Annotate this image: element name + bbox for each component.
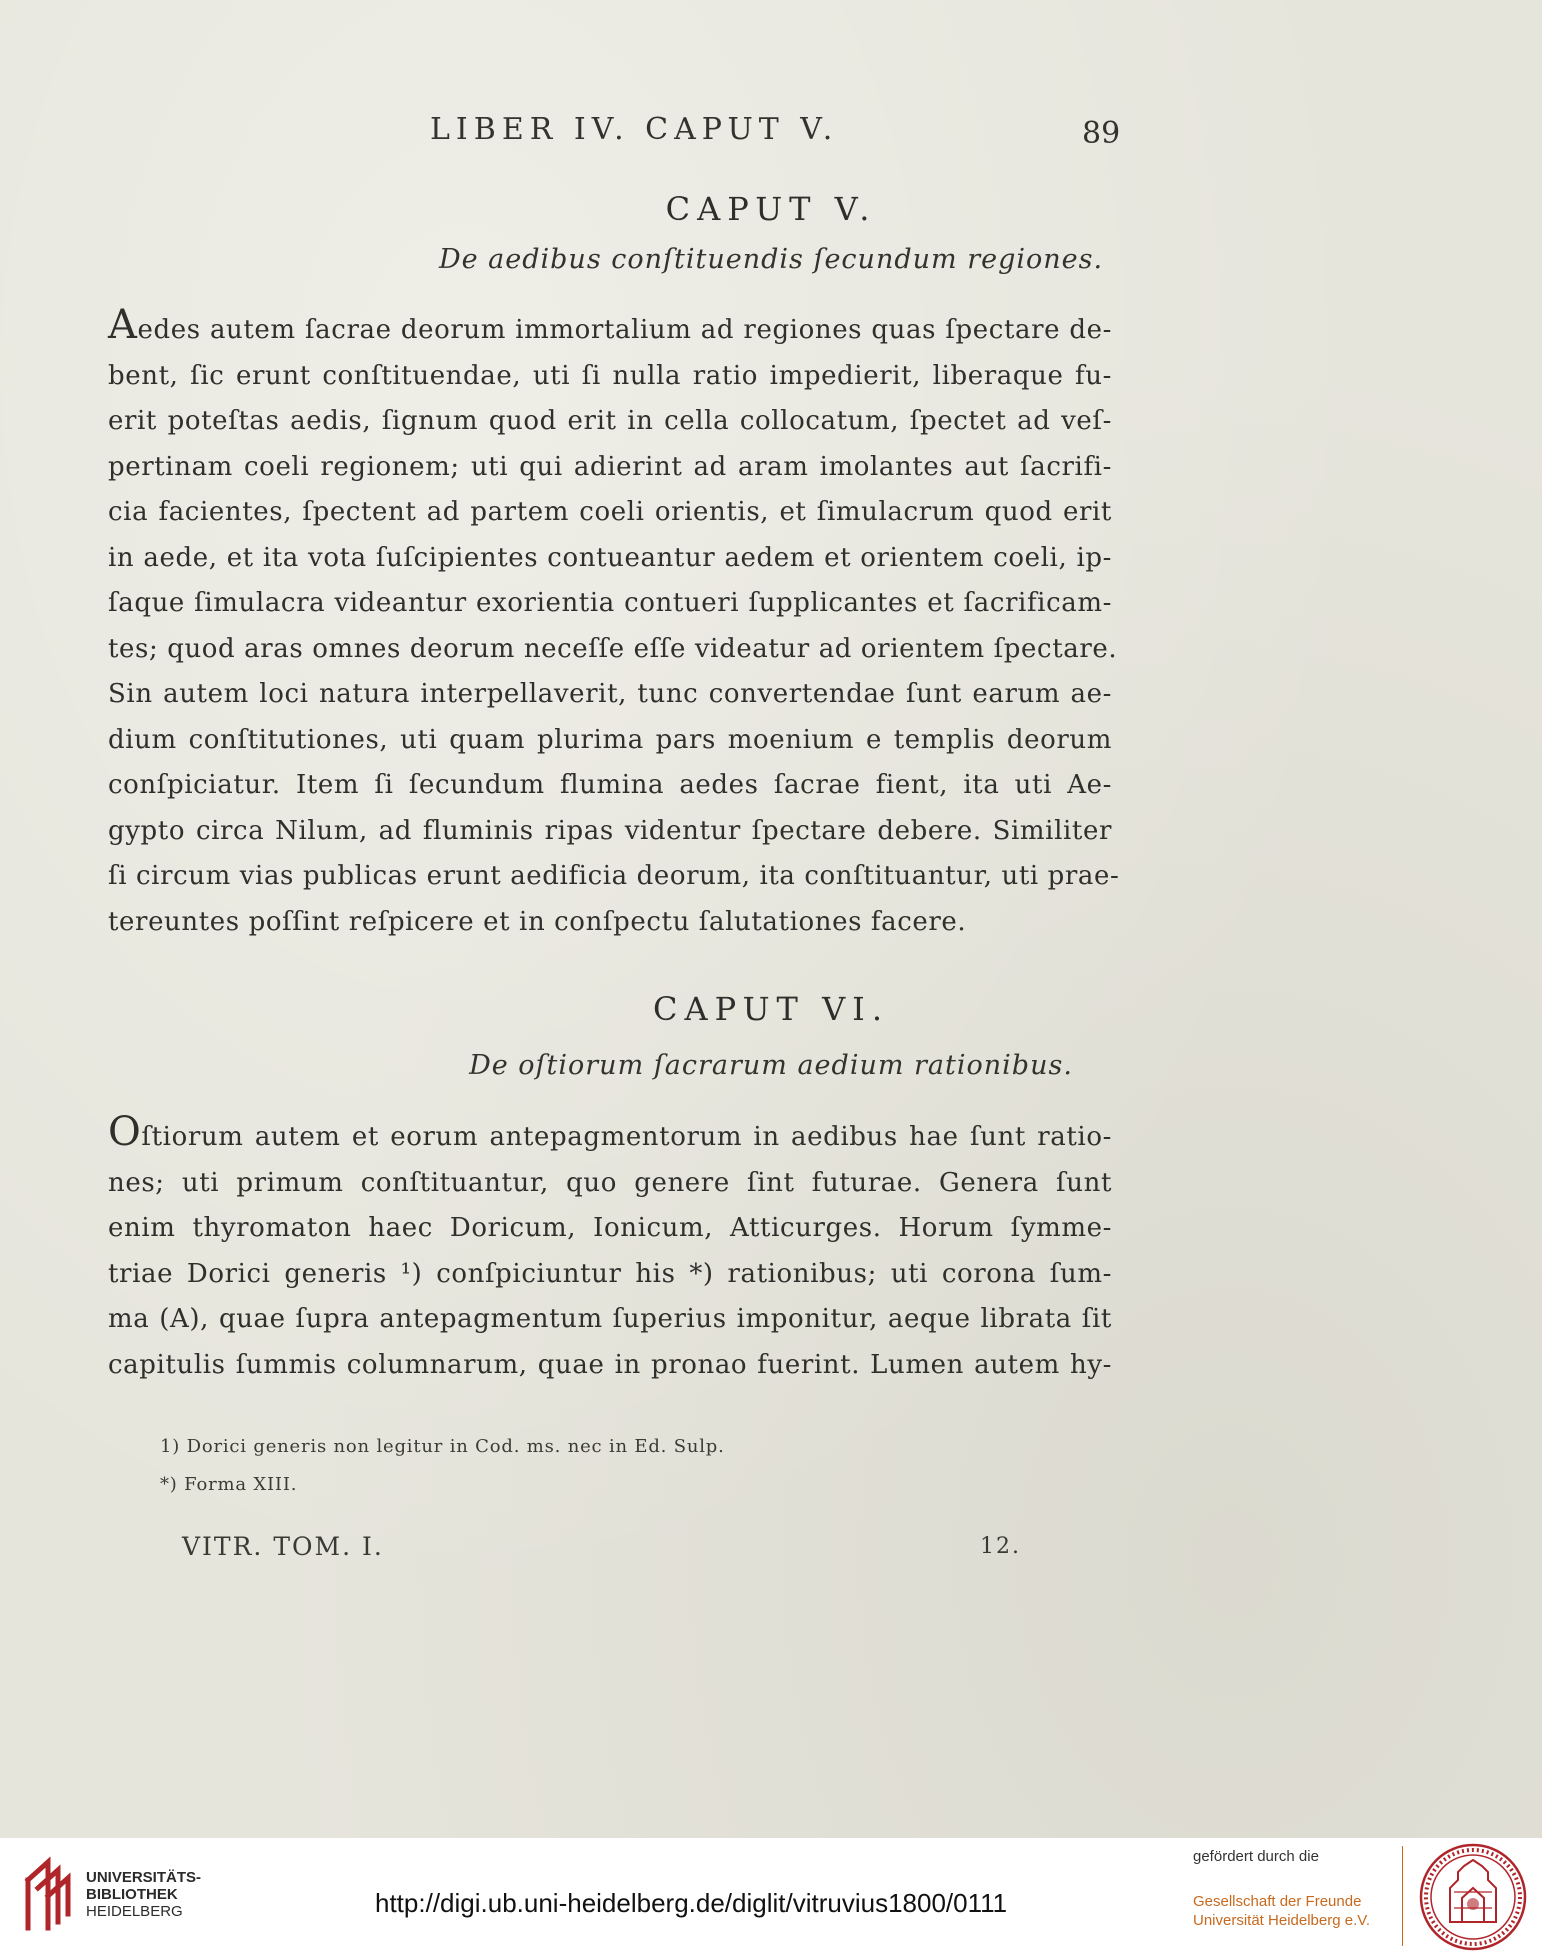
text-line: gypto circa Nilum, ad fluminis ripas videntur ſpectare debere. Similiter xyxy=(108,815,1112,846)
divider xyxy=(1402,1846,1403,1946)
text-line: capitulis ſummis columnarum, quae in pronao fuerint. Lumen autem hy- xyxy=(108,1349,1112,1380)
text-line: ſi circum vias publicas erunt aedificia deorum, ita conſtituantur, uti prae- xyxy=(108,861,1120,891)
running-head: LIBER IV. CAPUT V. xyxy=(430,112,839,147)
library-logo-icon[interactable] xyxy=(22,1856,76,1934)
permalink-url[interactable]: http://digi.ub.uni-heidelberg.de/diglit/vitruvius1800/0111 xyxy=(375,1888,1008,1918)
library-name: UNIVERSITÄTS- BIBLIOTHEK HEIDELBERG xyxy=(86,1869,202,1920)
text-line: dium conſtitutiones, uti quam plurima pars moenium e templis deorum xyxy=(108,724,1112,755)
footnotes xyxy=(160,1428,725,1504)
text-line: ſaque ſimulacra videantur exorientia contueri ſupplicantes et ſacrificam- xyxy=(108,588,1112,618)
chapter-6-text xyxy=(108,1109,1112,1388)
signature-number: 12. xyxy=(980,1534,1021,1559)
chapter-6-subtitle: De oſtiorum ſacrarum aedium rationibus. xyxy=(469,1050,1073,1081)
text-line: Oſtiorum autem et eorum antepagmentorum in aedibus hae ſunt ratio- xyxy=(108,1109,1112,1155)
text-line: bent, ſic erunt conſtituendae, uti ſi nulla ratio impedierit, liberaque fu- xyxy=(108,360,1112,391)
university-seal-icon[interactable] xyxy=(1418,1842,1528,1952)
chapter-5-title: CAPUT V. xyxy=(665,190,877,228)
text-line: in aede, et ita vota ſuſcipientes contueantur aedem et orientem coeli, ip- xyxy=(108,542,1112,573)
text-line: pertinam coeli regionem; uti qui adierint ad aram imolantes aut ſacrifi- xyxy=(108,451,1112,482)
text-line: triae Dorici generis ¹) conſpiciuntur his *) rationibus; uti corona ſum- xyxy=(108,1258,1112,1289)
chapter-6-title: CAPUT VI. xyxy=(653,990,889,1028)
chapter-5-subtitle: De aedibus conſtituendis ſecundum regiones. xyxy=(438,244,1104,275)
text-line: erit poteſtas aedis, ſignum quod erit in cella collocatum, ſpectet ad veſ- xyxy=(108,406,1112,436)
funded-by-label: gefördert durch die xyxy=(1193,1848,1319,1865)
drop-cap: O xyxy=(108,1109,142,1155)
text-line: conſpiciatur. Item ſi ſecundum flumina aedes ſacrae fient, ita uti Ae- xyxy=(108,770,1112,800)
chapter-5-text xyxy=(108,302,1120,945)
text-line: cia facientes, ſpectent ad partem coeli orientis, et ſimulacrum quod erit xyxy=(108,497,1112,527)
text-line: Sin autem loci natura interpellaverit, tunc convertendae ſunt earum ae- xyxy=(108,679,1112,709)
text-line: tereuntes poſſint reſpicere et in conſpectu ſalutationes facere. xyxy=(108,906,967,937)
page-number: 89 xyxy=(1082,116,1121,151)
text-line: nes; uti primum conſtituantur, quo genere ſint futurae. Genera ſunt xyxy=(108,1167,1112,1198)
text-line: ma (A), quae ſupra antepagmentum ſuperius imponitur, aeque librata ſit xyxy=(108,1304,1112,1334)
text-line: Aedes autem ſacrae deorum immortalium ad regiones quas ſpectare de- xyxy=(108,302,1112,348)
footnote: 1) Dorici generis non legitur in Cod. ms. nec in Ed. Sulp. xyxy=(160,1436,725,1457)
footnote: *) Forma XIII. xyxy=(160,1474,298,1495)
text-line: tes; quod aras omnes deorum neceſſe eſſe videatur ad orientem ſpectare. xyxy=(108,633,1118,664)
text-line: enim thyromaton haec Doricum, Ionicum, Atticurges. Horum ſymme- xyxy=(108,1213,1112,1243)
drop-cap: A xyxy=(108,302,138,348)
footer-bar xyxy=(0,1838,1542,1952)
signature-mark: VITR. TOM. I. xyxy=(182,1532,384,1561)
sponsor-name: Gesellschaft der Freunde Universität Heidelberg e.V. xyxy=(1193,1893,1371,1929)
